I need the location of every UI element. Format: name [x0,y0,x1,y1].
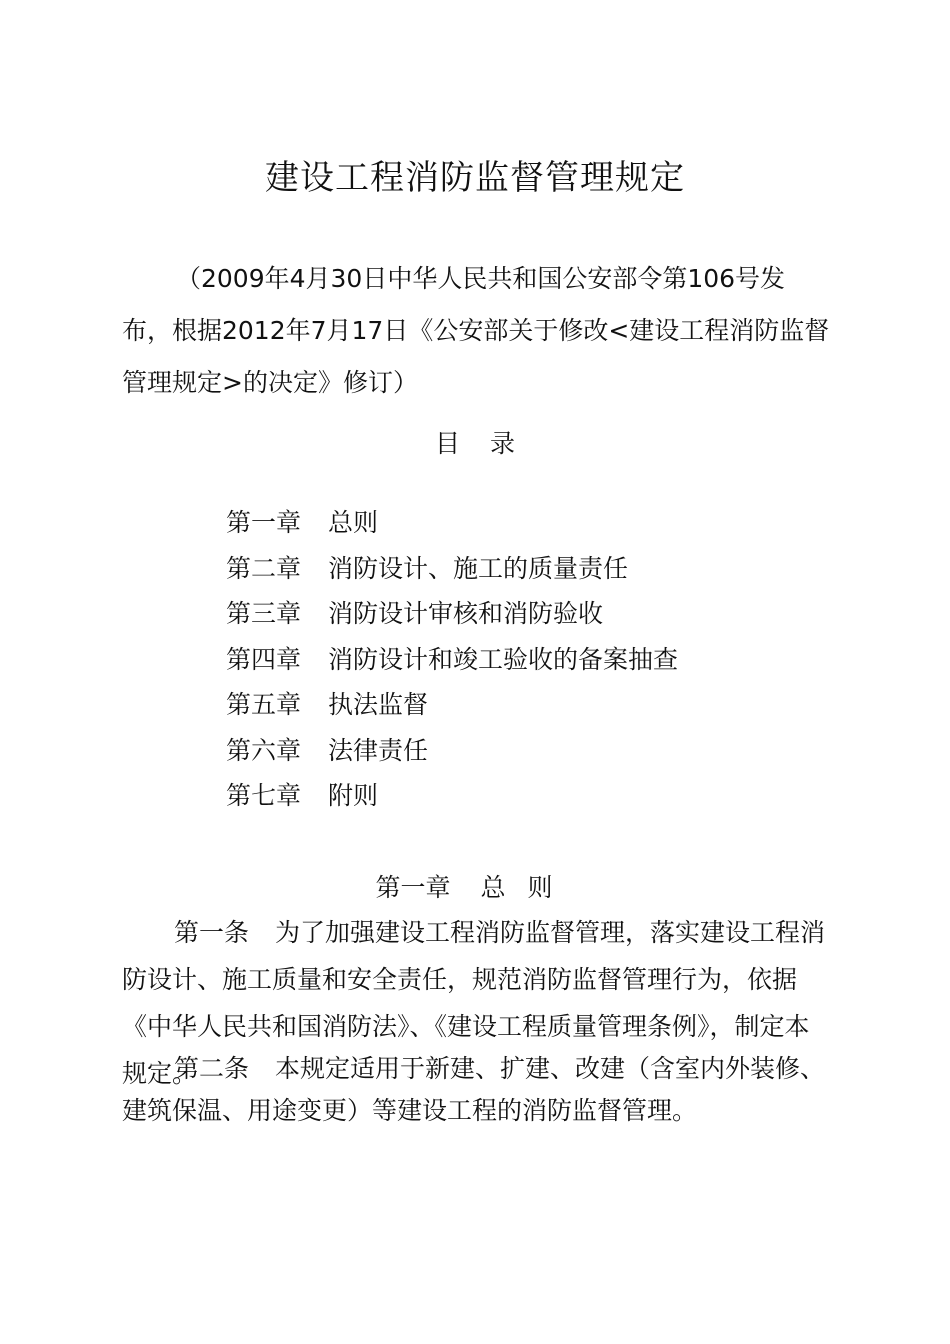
toc-item [226,685,678,731]
toc-chapter-number: 第七章 [226,781,302,810]
issue-note: （2009年4月30日中华人民共和国公安部令第106号发布，根据2012年7月17日《公安部关于修改<建设工程消防监督管理规定>的决定》修订） [122,264,830,397]
toc-chapter-title: 总则 [328,508,379,537]
article-text: 为了加强建设工程消防监督管理，落实建设工程消防设计、施工质量和安全责任，规范消防监督管理行为，依据《中华人民共和国消防法》、《建设工程质量管理条例》，制定本规定。 [122,918,826,1088]
toc-item [226,640,678,686]
article-number: 第二条 [174,1054,250,1083]
article-2 [122,1048,832,1132]
chapter-title: 总则 [480,873,575,902]
document-title: 建设工程消防监督管理规定 [265,158,685,198]
toc-item [226,549,678,595]
toc-chapter-title: 消防设计和竣工验收的备案抽查 [328,644,679,674]
chapter-number: 第一章 [375,873,451,902]
toc-chapter-number: 第三章 [226,599,302,628]
toc-chapter-title: 消防设计审核和消防验收 [328,599,604,628]
toc-chapter-number: 第二章 [226,553,302,583]
toc-chapter-title: 消防设计、施工的质量责任 [328,553,629,583]
toc-item [226,776,678,822]
toc-chapter-title: 法律责任 [328,735,429,765]
toc-chapter-title: 附则 [328,781,379,810]
toc-chapter-number: 第一章 [226,508,302,537]
toc-chapter-number: 第五章 [226,690,302,719]
toc-item [226,731,678,777]
chapter-heading [0,868,950,904]
toc-chapter-title: 执法监督 [328,690,429,719]
toc-chapter-number: 第六章 [226,735,302,765]
table-of-contents [226,503,678,822]
toc-chapter-number: 第四章 [226,644,302,674]
toc-item [226,503,678,549]
toc-item [226,594,678,640]
toc-heading: 目录 [434,429,545,458]
article-text: 本规定适用于新建、扩建、改建（含室内外装修、建筑保温、用途变更）等建设工程的消防监督管理。 [122,1054,826,1125]
article-number: 第一条 [174,918,250,947]
